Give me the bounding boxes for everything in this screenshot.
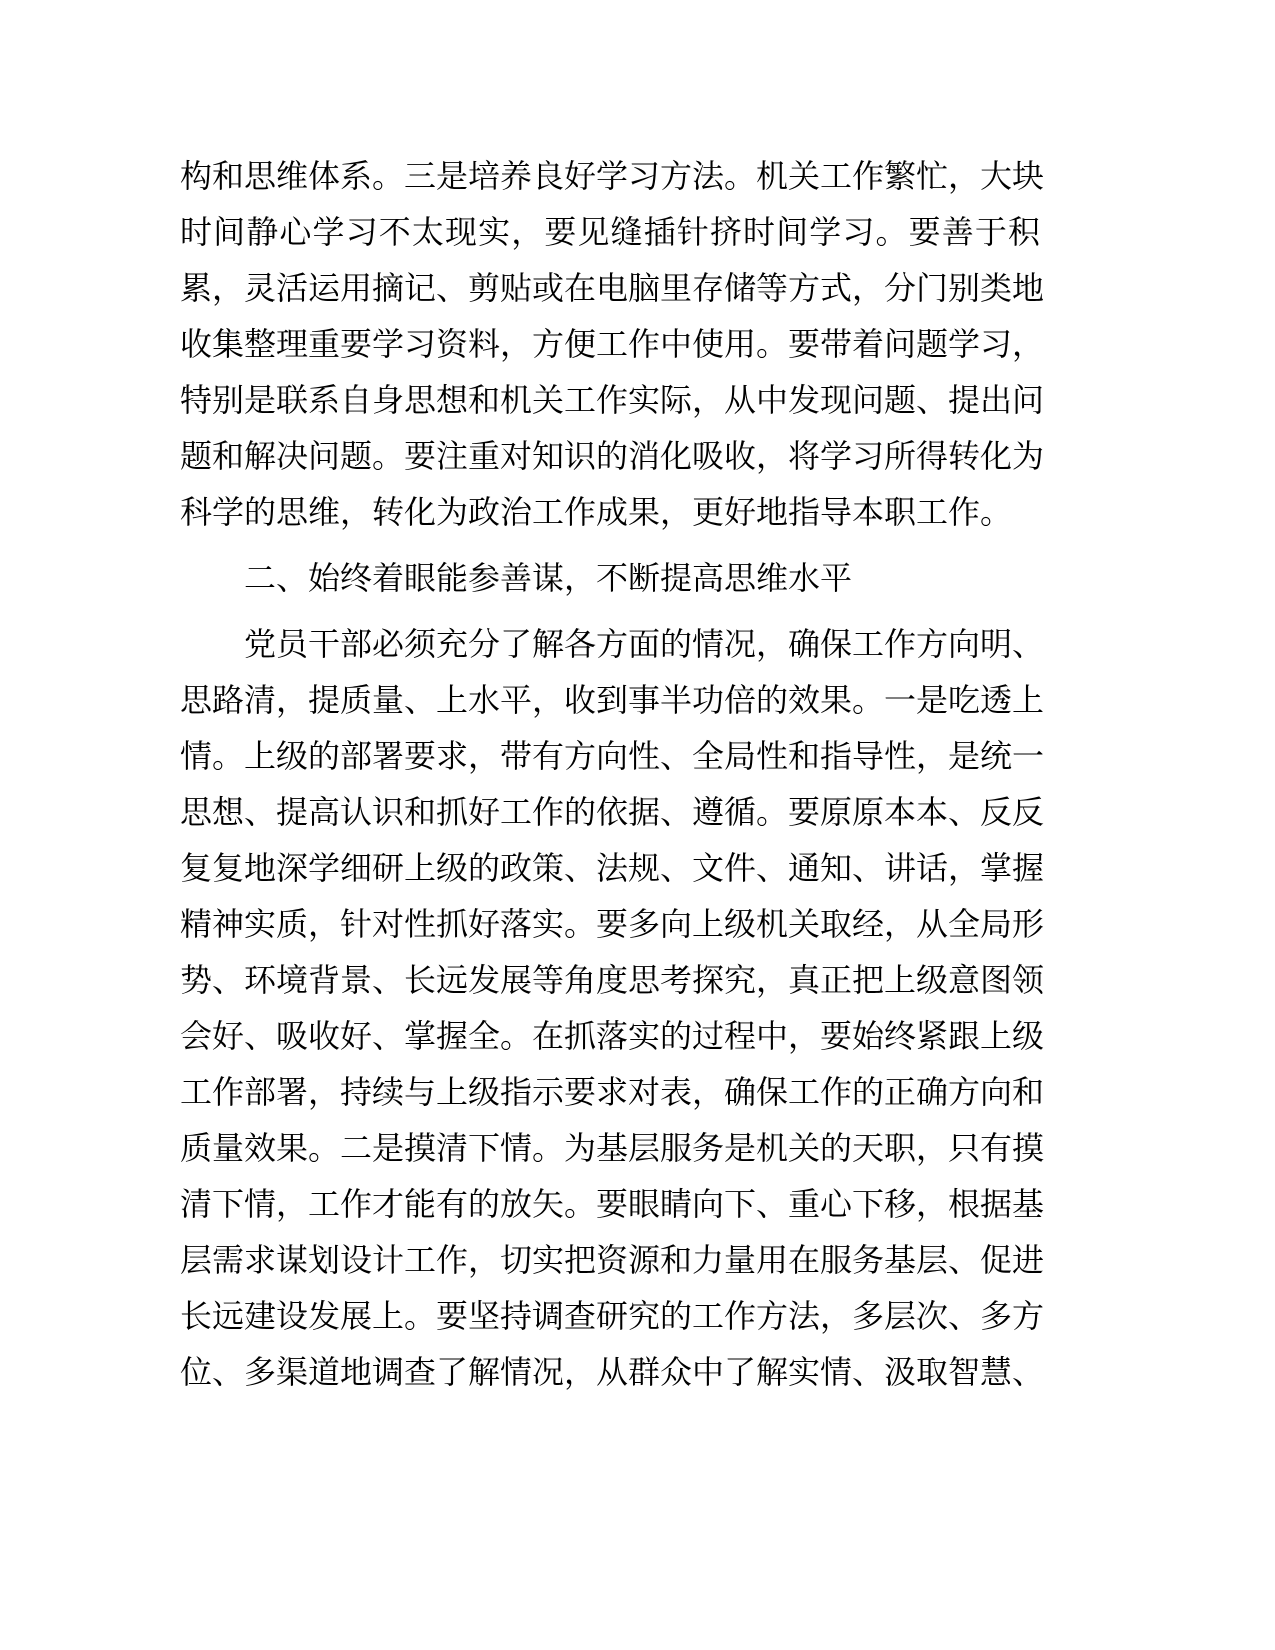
text-line: 质量效果。二是摸清下情。为基层服务是机关的天职，只有摸 [180,1129,1045,1167]
text-line: 工作部署，持续与上级指示要求对表，确保工作的正确方向和 [180,1073,1045,1111]
text-line: 长远建设发展上。要坚持调查研究的工作方法，多层次、多方 [180,1297,1045,1335]
text-line: 复复地深学细研上级的政策、法规、文件、通知、讲话，掌握 [180,849,1045,887]
text-line: 题和解决问题。要注重对知识的消化吸收，将学习所得转化为 [180,437,1045,475]
text-line: 党员干部必须充分了解各方面的情况，确保工作方向明、 [244,625,1045,663]
text-line: 思路清，提质量、上水平，收到事半功倍的效果。一是吃透上 [180,681,1045,719]
text-line: 累，灵活运用摘记、剪贴或在电脑里存储等方式，分门别类地 [180,269,1045,307]
text-line: 势、环境背景、长远发展等角度思考探究，真正把上级意图领 [180,961,1045,999]
text-line: 位、多渠道地调查了解情况，从群众中了解实情、汲取智慧、 [180,1353,1045,1391]
document-body [180,148,1045,1400]
text-line: 特别是联系自身思想和机关工作实际，从中发现问题、提出问 [180,381,1045,419]
paragraph-gap [180,540,1040,550]
section-heading: 二、始终着眼能参善谋，不断提高思维水平 [244,559,853,597]
text-line: 时间静心学习不太现实，要见缝插针挤时间学习。要善于积 [180,213,1040,251]
text-line: 层需求谋划设计工作，切实把资源和力量用在服务基层、促进 [180,1241,1045,1279]
text-line: 清下情，工作才能有的放矢。要眼睛向下、重心下移，根据基 [180,1185,1045,1223]
paragraph-gap [180,606,1040,616]
text-line: 情。上级的部署要求，带有方向性、全局性和指导性，是统一 [180,737,1045,775]
paragraph-2 [180,616,1045,1400]
paragraph-1 [180,148,1045,540]
text-line: 精神实质，针对性抓好落实。要多向上级机关取经，从全局形 [180,905,1045,943]
text-line: 构和思维体系。三是培养良好学习方法。机关工作繁忙，大块 [180,157,1045,195]
text-line: 收集整理重要学习资料，方便工作中使用。要带着问题学习， [180,325,1045,363]
text-line: 思想、提高认识和抓好工作的依据、遵循。要原原本本、反反 [180,793,1045,831]
text-line: 科学的思维，转化为政治工作成果，更好地指导本职工作。 [180,493,1013,531]
text-line: 会好、吸收好、掌握全。在抓落实的过程中，要始终紧跟上级 [180,1017,1045,1055]
